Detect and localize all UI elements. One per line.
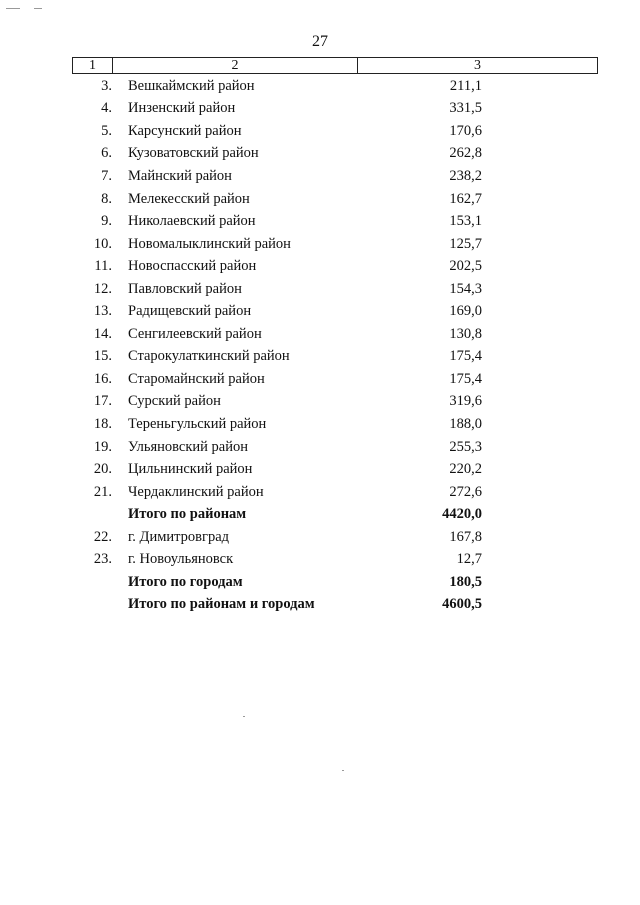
- table-row: [72, 436, 598, 459]
- row-number: 16.: [93, 370, 112, 387]
- table-row: [72, 548, 598, 571]
- table-row: [72, 368, 598, 391]
- table-row: [72, 233, 598, 256]
- table-body: [72, 75, 598, 616]
- row-value: 188,0: [449, 415, 482, 432]
- row-number: 5.: [101, 122, 112, 139]
- row-number: 21.: [93, 483, 112, 500]
- table-row: [72, 165, 598, 188]
- row-number: 17.: [93, 393, 112, 410]
- row-number: 23.: [93, 551, 112, 568]
- row-name: Итого по районам: [128, 506, 247, 523]
- row-name: г. Новоульяновск: [128, 551, 234, 568]
- row-name: Вешкаймский район: [128, 77, 255, 94]
- row-value: 255,3: [449, 438, 482, 455]
- table-row: [72, 120, 598, 143]
- table-row: [72, 255, 598, 278]
- row-number: 6.: [101, 145, 112, 162]
- row-value: 4420,0: [442, 506, 482, 523]
- row-name: Сурский район: [128, 393, 221, 410]
- row-value: 169,0: [449, 303, 482, 320]
- row-number: 7.: [101, 167, 112, 184]
- table-row: [72, 300, 598, 323]
- row-name: Карсунский район: [128, 122, 242, 139]
- row-name: Сенгилеевский район: [128, 325, 262, 342]
- row-name: Старомайнский район: [128, 370, 265, 387]
- scan-speck: [6, 8, 20, 9]
- row-value: 175,4: [449, 348, 482, 365]
- scan-speck: [342, 770, 344, 771]
- table-row: [72, 391, 598, 414]
- row-value: 12,7: [456, 551, 482, 568]
- table-row: [72, 413, 598, 436]
- row-name: Инзенский район: [128, 100, 236, 117]
- row-number: 13.: [93, 303, 112, 320]
- row-number: 12.: [93, 280, 112, 297]
- row-name: Николаевский район: [128, 213, 256, 230]
- row-number: 9.: [101, 213, 112, 230]
- row-name: г. Димитровград: [128, 528, 230, 545]
- table-row: [72, 346, 598, 369]
- row-number: 10.: [93, 235, 112, 252]
- table-row: [72, 188, 598, 211]
- page-number: 27: [312, 33, 328, 50]
- row-value: 167,8: [449, 528, 482, 545]
- row-value: 154,3: [449, 280, 482, 297]
- table-row: [72, 98, 598, 121]
- table-row: [72, 526, 598, 549]
- row-number: 18.: [93, 415, 112, 432]
- scan-speck: [243, 716, 245, 717]
- table-row: [72, 323, 598, 346]
- row-name: Павловский район: [128, 280, 242, 297]
- row-value: 130,8: [449, 325, 482, 342]
- table-row: [72, 210, 598, 233]
- header-col-1: 1: [73, 58, 113, 73]
- table-header: [72, 57, 598, 74]
- row-value: 4600,5: [442, 596, 482, 613]
- row-name: Тереньгульский район: [128, 415, 267, 432]
- row-number: 3.: [101, 77, 112, 94]
- row-number: 4.: [101, 100, 112, 117]
- row-value: 125,7: [449, 235, 482, 252]
- row-name: Кузоватовский район: [128, 145, 259, 162]
- table-row: [72, 75, 598, 98]
- row-name: Цильнинский район: [128, 461, 253, 478]
- row-value: 153,1: [449, 213, 482, 230]
- row-value: 175,4: [449, 370, 482, 387]
- row-name: Итого по районам и городам: [128, 596, 315, 613]
- row-value: 331,5: [449, 100, 482, 117]
- row-value: 220,2: [449, 461, 482, 478]
- row-name: Майнский район: [128, 167, 232, 184]
- row-value: 202,5: [449, 258, 482, 275]
- row-name: Итого по городам: [128, 573, 243, 590]
- row-value: 211,1: [449, 77, 482, 94]
- header-col-3: 3: [474, 58, 481, 73]
- table-row: [72, 458, 598, 481]
- row-name: Новомалыклинский район: [128, 235, 291, 252]
- row-name: Старокулаткинский район: [128, 348, 290, 365]
- row-number: 22.: [93, 528, 112, 545]
- header-col-2: 2: [113, 58, 358, 73]
- row-number: 14.: [93, 325, 112, 342]
- total-row: [72, 503, 598, 526]
- row-value: 262,8: [449, 145, 482, 162]
- row-value: 272,6: [449, 483, 482, 500]
- row-number: 15.: [93, 348, 112, 365]
- row-name: Новоспасский район: [128, 258, 257, 275]
- row-number: 20.: [93, 461, 112, 478]
- row-name: Ульяновский район: [128, 438, 249, 455]
- row-name: Мелекесский район: [128, 190, 250, 207]
- table-row: [72, 278, 598, 301]
- row-name: Радищевский район: [128, 303, 252, 320]
- row-number: 11.: [94, 258, 112, 275]
- row-value: 180,5: [449, 573, 482, 590]
- scan-speck: [34, 8, 42, 9]
- row-number: 19.: [93, 438, 112, 455]
- table-row: [72, 143, 598, 166]
- total-row: [72, 594, 598, 617]
- row-number: 8.: [101, 190, 112, 207]
- row-value: 238,2: [449, 167, 482, 184]
- table-row: [72, 481, 598, 504]
- row-value: 162,7: [449, 190, 482, 207]
- row-value: 170,6: [449, 122, 482, 139]
- total-row: [72, 571, 598, 594]
- row-value: 319,6: [449, 393, 482, 410]
- row-name: Чердаклинский район: [128, 483, 264, 500]
